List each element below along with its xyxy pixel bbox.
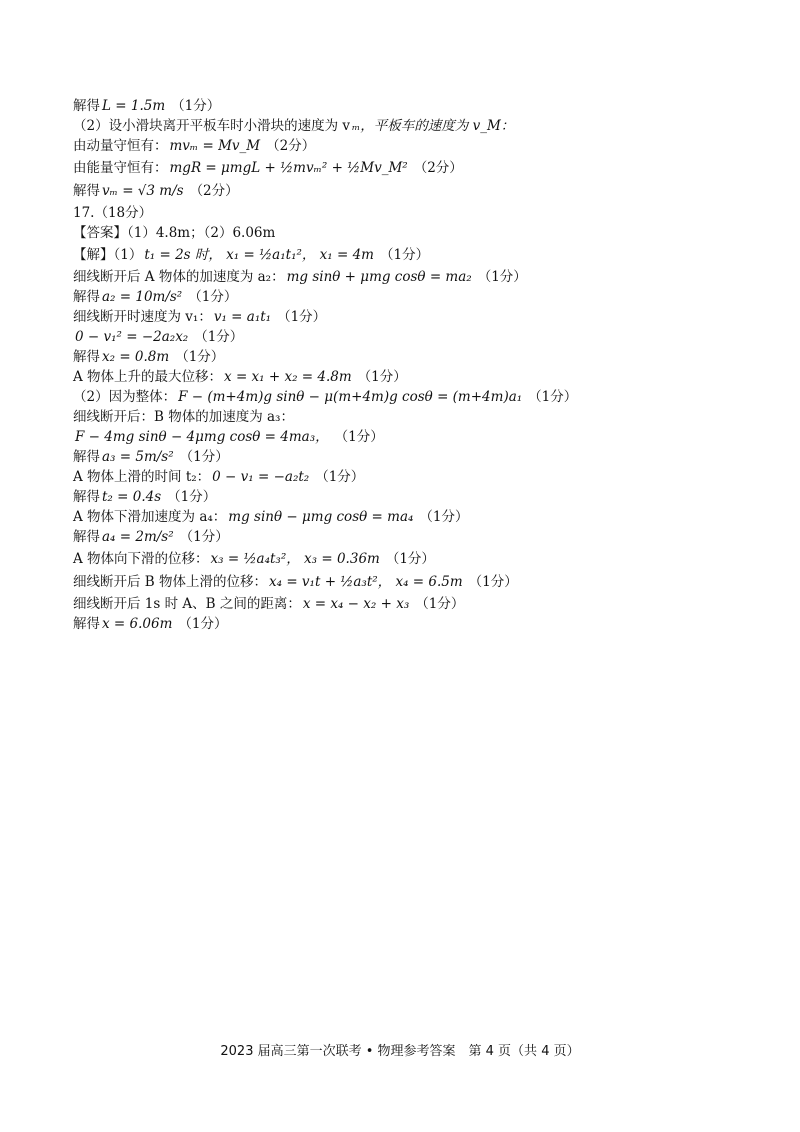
text-line xyxy=(73,467,733,487)
text-line xyxy=(73,387,733,407)
line-label: （2）因为整体： xyxy=(73,389,177,405)
line-points: （1分） xyxy=(334,429,384,445)
line-label: 解得 xyxy=(73,449,100,465)
line-label: （2）设小滑块离开平板车时小滑块的速度为 v xyxy=(73,118,351,134)
text-line xyxy=(73,116,733,136)
text-line xyxy=(73,347,733,367)
line-formula: t₂ = 0.4s xyxy=(102,489,162,505)
line-label: 细线断开后 A 物体的加速度为 a₂： xyxy=(73,269,285,285)
text-line xyxy=(73,594,733,614)
solution-text xyxy=(73,96,733,634)
line-points: （2分） xyxy=(266,138,316,154)
text-line xyxy=(73,507,733,527)
text-line xyxy=(73,367,733,387)
line-formula: mg sinθ − μmg cosθ = ma₄ xyxy=(228,509,414,525)
line-label: 由能量守恒有： xyxy=(73,160,168,176)
text-line xyxy=(73,571,733,593)
line-points: （1分） xyxy=(179,529,229,545)
text-line xyxy=(73,287,733,307)
line-formula: a₃ = 5m/s² xyxy=(102,449,174,465)
line-label: A 物体上滑的时间 t₂： xyxy=(73,469,211,485)
line-label: A 物体下滑加速度为 a₄： xyxy=(73,509,227,525)
line-formula: x = x₁ + x₂ = 4.8m xyxy=(224,369,352,385)
text-line xyxy=(73,407,733,427)
line-formula: L = 1.5m xyxy=(102,98,166,114)
line-label: A 物体向下滑的位移： xyxy=(73,551,209,567)
text-line xyxy=(73,548,733,570)
text-line xyxy=(73,447,733,467)
line-points: （1分） xyxy=(277,309,327,325)
text-line xyxy=(73,327,733,347)
line-points: （1分） xyxy=(385,551,435,567)
line-formula: x₄ = v₁t + ½a₃t²， x₄ = 6.5m xyxy=(269,574,463,590)
text-line xyxy=(73,136,733,156)
line-points: （1分） xyxy=(315,469,365,485)
line-label: 解得 xyxy=(73,98,100,114)
line-formula: F − (m+4m)g sinθ − μ(m+4m)g cosθ = (m+4m)a₁ xyxy=(178,389,523,405)
line-label: 【解】（1） xyxy=(73,247,143,263)
line-formula: x₃ = ½a₄t₃²， x₃ = 0.36m xyxy=(210,551,380,567)
line-formula: a₄ = 2m/s² xyxy=(102,529,174,545)
text-line xyxy=(73,180,733,202)
line-points: （1分） xyxy=(477,269,527,285)
line-points: （1分） xyxy=(415,596,465,612)
line-formula: a₂ = 10m/s² xyxy=(102,289,183,305)
line-formula: 0 − v₁ = −a₂t₂ xyxy=(212,469,310,485)
question-number xyxy=(73,203,733,223)
line-points: （1分） xyxy=(194,329,244,345)
line-formula: mvₘ = Mv_M xyxy=(169,138,261,154)
line-points: （1分） xyxy=(357,369,407,385)
line-label: 解得 xyxy=(73,349,100,365)
line-label: 【答案】（1）4.8m；（2）6.06m xyxy=(73,225,276,241)
line-points: （2分） xyxy=(413,160,463,176)
line-label: 解得 xyxy=(73,529,100,545)
text-line xyxy=(73,487,733,507)
line-label: 解得 xyxy=(73,289,100,305)
line-points: （1分） xyxy=(175,349,225,365)
text-line xyxy=(73,527,733,547)
line-points: （1分） xyxy=(179,449,229,465)
line-points: （1分） xyxy=(468,574,518,590)
line-label: 细线断开时速度为 v₁： xyxy=(73,309,212,325)
line-label: 解得 xyxy=(73,489,100,505)
text-line xyxy=(73,157,733,179)
line-formula: x = x₄ − x₂ + x₃ xyxy=(302,596,410,612)
text-line xyxy=(73,267,733,287)
line-label: 细线断开后 B 物体上滑的位移： xyxy=(73,574,268,590)
line-label: A 物体上升的最大位移： xyxy=(73,369,223,385)
line-formula: t₁ = 2s 时， x₁ = ½a₁t₁²， x₁ = 4m xyxy=(144,247,374,263)
line-label: 17.（18分） xyxy=(73,205,153,221)
text-line xyxy=(73,614,733,634)
line-formula: vₘ = √3 m/s xyxy=(102,183,184,199)
line-formula: mg sinθ + μmg cosθ = ma₂ xyxy=(286,269,472,285)
line-formula: v₁ = a₁t₁ xyxy=(213,309,272,325)
line-label: 细线断开后 1s 时 A、B 之间的距离： xyxy=(73,596,301,612)
text-line xyxy=(73,96,733,116)
line-label: 细线断开后：B 物体的加速度为 a₃： xyxy=(73,409,294,425)
line-points: （1分） xyxy=(178,616,228,632)
line-points: （1分） xyxy=(167,489,217,505)
line-points: （1分） xyxy=(419,509,469,525)
line-formula: ₘ，平板车的速度为 v_M： xyxy=(352,118,515,134)
line-formula: 0 − v₁² = −2a₂x₂ xyxy=(75,329,189,345)
text-line xyxy=(73,307,733,327)
line-label: 解得 xyxy=(73,616,100,632)
text-line xyxy=(73,244,733,266)
line-points: （2分） xyxy=(189,183,239,199)
line-label: 由动量守恒有： xyxy=(73,138,168,154)
line-points: （1分） xyxy=(380,247,430,263)
line-formula: x = 6.06m xyxy=(102,616,173,632)
line-formula: F − 4mg sinθ − 4μmg cosθ = 4ma₃， xyxy=(75,429,329,445)
line-formula: mgR = μmgL + ½mvₘ² + ½Mv_M² xyxy=(169,160,408,176)
line-formula: x₂ = 0.8m xyxy=(102,349,170,365)
line-label: 解得 xyxy=(73,183,100,199)
page-footer: 2023 届高三第一次联考 • 物理参考答案 第 4 页（共 4 页） xyxy=(220,1044,580,1059)
answer-line xyxy=(73,223,733,243)
line-points: （1分） xyxy=(528,389,578,405)
line-points: （1分） xyxy=(171,98,221,114)
line-points: （1分） xyxy=(188,289,238,305)
text-line xyxy=(73,427,733,447)
